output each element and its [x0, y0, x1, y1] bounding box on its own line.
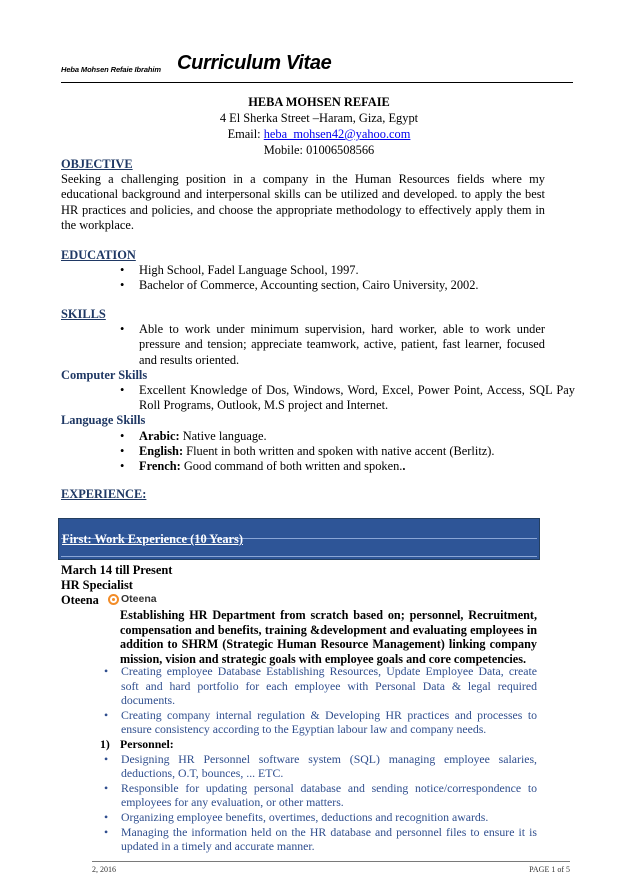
language-name: French: [139, 459, 181, 474]
list-item: • Excellent Knowledge of Dos, Windows, Word, Excel, Power Point, Access, SQL Pay Roll Programs, Outlook, M.S project and Internet. [61, 383, 575, 413]
objective-title: OBJECTIVE [61, 157, 133, 171]
logo-text: Oteena [121, 593, 157, 605]
list-item: • Organizing employee benefits, overtimes, deductions and recognition awards. [61, 810, 537, 825]
language-list [61, 429, 545, 475]
contact-mobile: Mobile: 01006508566 [263, 143, 375, 157]
objective-section [61, 157, 545, 233]
page-header [61, 48, 573, 83]
skills-section [61, 307, 575, 474]
experience-intro: Establishing HR Department from scratch based on; personnel, Recruitment, compensation and benefits, training &development and evaluating employees in addition to SHRM (Strategic Human Resource Management) linking company mission, vision and strategic goals with employee goals and core competencies. [120, 608, 537, 666]
footer-date: 2, 2016 [92, 865, 116, 874]
list-item: • Managing the information held on the HR database and personnel files to ensure it is updated in a timely and accurate manner. [61, 825, 537, 854]
list-item [61, 444, 545, 459]
experience-bullets-a [61, 664, 537, 854]
email-label: Email: [227, 127, 264, 141]
experience-title: EXPERIENCE: [61, 487, 147, 501]
banner-title: First: Work Experience (10 Years) [62, 532, 243, 546]
list-item [61, 459, 545, 474]
experience-period: March 14 till Present [61, 563, 173, 577]
number-title: Personnel: [120, 736, 174, 751]
language-skills-title: Language Skills [61, 413, 146, 428]
banner-divider [61, 556, 537, 557]
bullet-list [61, 752, 537, 854]
footer-page-number: PAGE 1 of 5 [529, 865, 570, 874]
number-label: 1) [100, 736, 110, 751]
language-end: . [402, 459, 406, 474]
list-item: • Able to work under minimum supervision, hard worker, able to work under pressure and tension; appreciate teamwork, active, patient, fast learner, focused and results oriented. [61, 322, 545, 368]
objective-text: Seeking a challenging position in a company in the Human Resources fields where my educational background and interpersonal skills can be utilized and developed. to apply the best HR practices and policies, and choose the appropriate methodology to effectively apply them in the workplace. [61, 172, 545, 232]
contact-address: 4 El Sherka Street –Haram, Giza, Egypt [219, 111, 419, 125]
list-item [61, 429, 545, 444]
list-item: • Responsible for updating personal database and sending notice/correspondence to employees for any evaluation, or other matters. [61, 781, 537, 810]
experience-company: Oteena [61, 593, 99, 607]
contact-name: HEBA MOHSEN REFAIE [248, 95, 390, 109]
language-name: English: [139, 443, 184, 458]
language-name: Arabic: [139, 428, 180, 443]
header-title: Curriculum Vitae [177, 52, 332, 74]
skills-list [61, 322, 545, 368]
list-item: • Designing HR Personnel software system (SQL) managing employee salaries, deductions, O.T, bounces, ... ETC. [61, 752, 537, 781]
experience-role: HR Specialist [61, 578, 133, 592]
education-title: EDUCATION [61, 248, 136, 262]
page-footer [92, 861, 570, 874]
list-item: • High School, Fadel Language School, 1997. [61, 263, 545, 278]
skills-title: SKILLS [61, 307, 106, 321]
experience-banner [58, 518, 540, 560]
language-desc: Fluent in both written and spoken with native accent (Berlitz). [183, 443, 495, 458]
list-item: • Bachelor of Commerce, Accounting section, Cairo University, 2002. [61, 278, 545, 293]
computer-skills-list [61, 383, 575, 413]
education-section [61, 248, 545, 294]
language-desc: Good command of both written and spoken. [180, 459, 403, 474]
bullet-list [61, 664, 537, 737]
numbered-heading [61, 737, 537, 752]
contact-email-line [0, 127, 638, 142]
email-link[interactable]: heba_mohsen42@yahoo.com [263, 127, 411, 141]
header-name: Heba Mohsen Refaie Ibrahim [61, 65, 161, 74]
oteena-logo-icon [108, 594, 119, 605]
list-item: • Creating employee Database Establishing Resources, Update Employee Data, create soft and hard portfolio for each employee with Personal Data & legal required documents. [61, 664, 537, 708]
company-logo [108, 592, 157, 606]
education-list [61, 263, 545, 293]
computer-skills-title: Computer Skills [61, 367, 148, 382]
language-desc: Native language. [179, 428, 267, 443]
list-item: • Creating company internal regulation & Developing HR practices and processes to ensure consistency according to the Egyptian labour law and company needs. [61, 708, 537, 737]
